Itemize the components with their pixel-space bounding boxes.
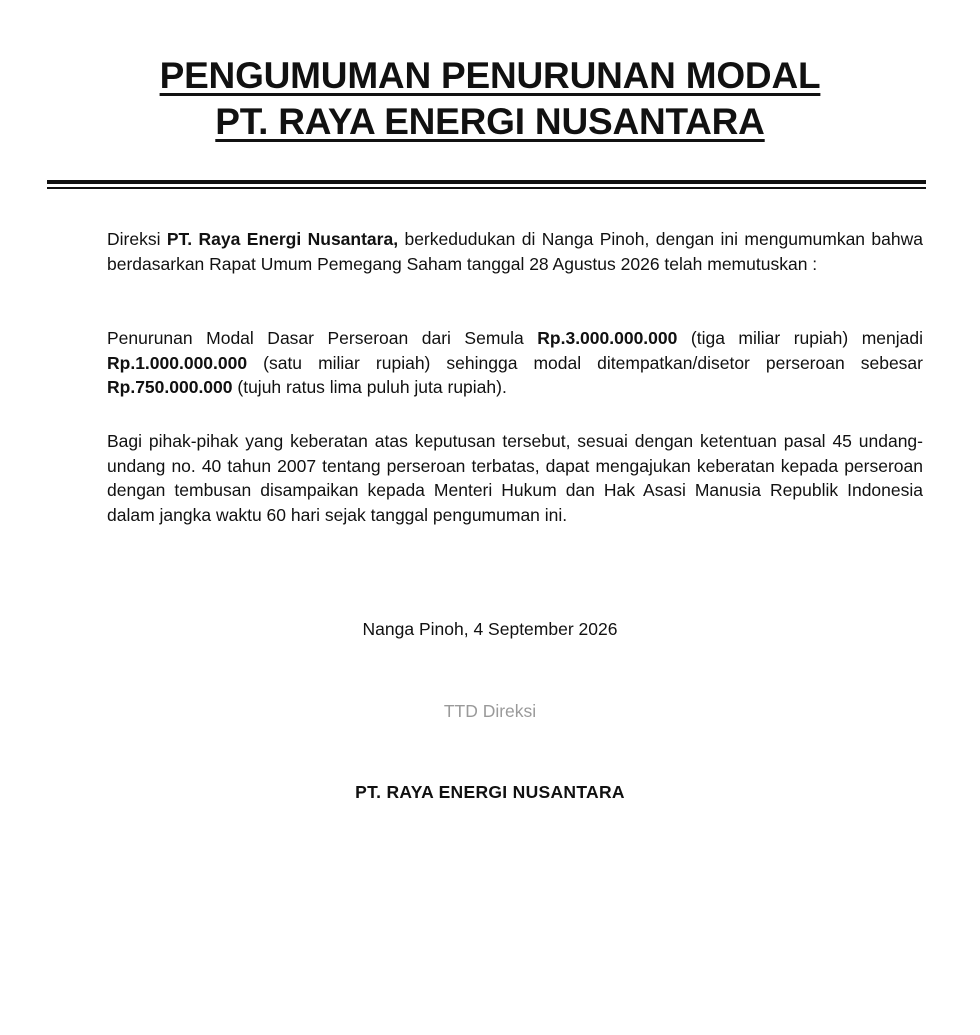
reduction-text-b: (tiga miliar rupiah) menjadi <box>677 328 923 348</box>
signatory-company: PT. RAYA ENERGI NUSANTARA <box>355 782 625 802</box>
header-divider-thick <box>47 180 926 184</box>
signature-note: TTD Direksi <box>443 701 537 721</box>
amount-initial: Rp.3.000.000.000 <box>537 328 678 348</box>
amount-paid: Rp.750.000.000 <box>107 377 233 397</box>
header-divider-thin <box>47 187 926 189</box>
paragraph-capital-reduction <box>107 326 923 400</box>
intro-prefix: Direksi <box>107 229 167 249</box>
intro-company-name: PT. Raya Energi Nusantara, <box>166 229 399 249</box>
paragraph-announcement-intro <box>107 227 923 276</box>
paragraph-objection-notice: Bagi pihak-pihak yang keberatan atas keputusan tersebut, sesuai dengan ketentuan pasal 45 undang-undang no. 40 tahun 2007 tentang perseroan terbatas, dapat mengajukan keberatan kepada perseroan dengan tembusan disampaikan kepada Menteri Hukum dan Hak Asasi Manusia Republik Indonesia dalam jangka waktu 60 hari sejak tanggal pengumuman ini. <box>107 431 923 525</box>
reduction-text-a: Penurunan Modal Dasar Perseroan dari Semula <box>107 328 538 348</box>
intro-text: berkedudukan di Nanga Pinoh, dengan ini mengumumkan bahwa berdasarkan Rapat Umum Pemegang Saham tanggal 28 Agustus 2026 telah memutuskan : <box>107 229 923 274</box>
amount-new: Rp.1.000.000.000 <box>107 352 248 373</box>
reduction-text-c: (satu miliar rupiah) sehingga modal ditempatkan/disetor perseroan sebesar <box>247 352 923 373</box>
document-subtitle-company: PT. RAYA ENERGI NUSANTARA <box>215 101 765 142</box>
place-and-date: Nanga Pinoh, 4 September 2026 <box>362 619 618 639</box>
document-title: PENGUMUMAN PENURUNAN MODAL <box>159 55 821 96</box>
reduction-text-d: (tujuh ratus lima puluh juta rupiah). <box>232 377 507 397</box>
